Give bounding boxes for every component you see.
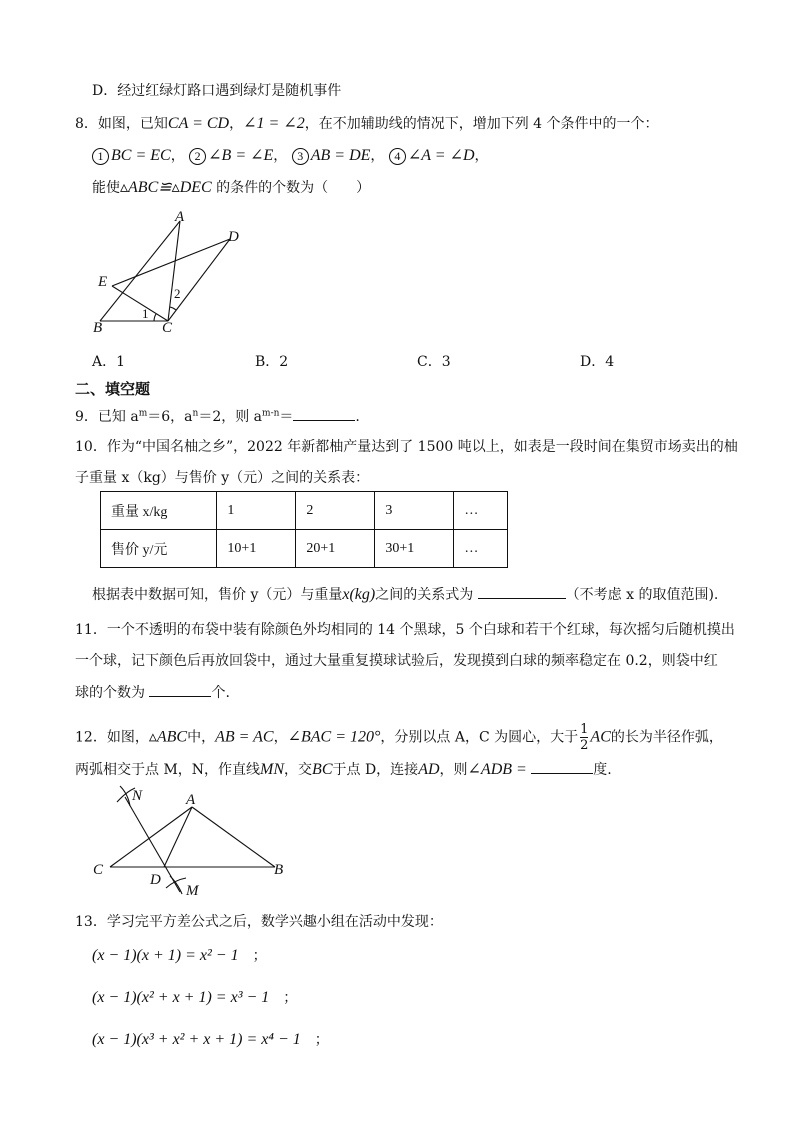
- q12-prefix: 12．如图，: [75, 729, 149, 746]
- q13-eq2-line: [92, 988, 297, 1008]
- q13-semi: ；: [252, 948, 267, 964]
- q8-suffix: ，在不加辅助线的情况下，增加下列 4 个条件中的一个：: [304, 116, 659, 132]
- q12-sep: ，: [273, 729, 288, 746]
- label-n: N: [132, 788, 143, 804]
- q12-eq2: ∠BAC = 120°: [287, 728, 381, 746]
- q10-line1: 10．作为“中国名柚之乡”，2022 年新都柚产量达到了 1500 吨以上，如表是一段时间在集贸市场卖出的柚: [75, 439, 738, 455]
- q10-table: [100, 491, 508, 568]
- q12-figure: [90, 782, 300, 902]
- q11-answer-blank[interactable]: [149, 684, 211, 697]
- q8-opt-sep: ，: [474, 148, 489, 164]
- q9: [75, 408, 360, 427]
- q11-line1: 11．一个不透明的布袋中装有除颜色外均相同的 14 个黑球，5 个白球和若干个红球，每次摇匀后随机摸出: [75, 622, 735, 638]
- q8-opt3-number: 3: [292, 148, 309, 165]
- table-cell: …: [454, 530, 508, 568]
- q12-eq1: AB = AC: [215, 728, 274, 746]
- q8-opt1: BC = EC: [111, 147, 171, 164]
- label-angle-2: 2: [174, 286, 181, 301]
- q13-eq3-line: [92, 1030, 329, 1050]
- q13-eq1: (x − 1)(x + 1) = x² − 1: [92, 947, 239, 964]
- q12-line2-mid: ，交: [284, 762, 313, 778]
- q9-prefix: 9．已知 a: [75, 409, 139, 425]
- label-m: M: [186, 883, 199, 899]
- q8-opt2-number: 2: [189, 148, 206, 165]
- table-cell: 重量 x/kg: [101, 492, 217, 530]
- q10-after: [92, 585, 718, 605]
- table-cell: 20+1: [296, 530, 375, 568]
- q8-opt-sep: ，: [273, 148, 288, 164]
- q12-tri: ▵ABC: [148, 728, 188, 746]
- table-cell: 3: [375, 492, 454, 530]
- q12-ac: AC: [590, 728, 611, 746]
- table-cell: 30+1: [375, 530, 454, 568]
- q11-line3-prefix: 球的个数为: [75, 685, 145, 701]
- q9-end: .: [355, 409, 360, 425]
- label-b: B: [93, 320, 103, 336]
- q10-answer-blank[interactable]: [478, 586, 566, 599]
- line-ca: [110, 807, 192, 867]
- q10-after-math: x(kg): [342, 586, 376, 603]
- q12-mn: MN: [260, 761, 285, 778]
- q12-mid-c: 的长为半径作弧，: [610, 729, 723, 746]
- q12-bc: BC: [312, 761, 333, 778]
- q11-line3: [75, 684, 230, 703]
- q8-prefix: 8．如图，已知: [75, 116, 168, 132]
- q8-figure: [90, 208, 260, 338]
- q9-mid2: ＝2，则 a: [198, 409, 263, 425]
- q13-eq3: (x − 1)(x³ + x² + x + 1) = x⁴ − 1: [92, 1031, 301, 1048]
- q12-answer-blank[interactable]: [531, 761, 593, 774]
- q13-eq2: (x − 1)(x² + x + 1) = x³ − 1: [92, 989, 270, 1006]
- q12-mid-a: 中，: [187, 729, 216, 746]
- q8-opt4: ∠A = ∠D: [407, 147, 475, 164]
- q8-opt-sep: ，: [170, 148, 185, 164]
- q12-ad: AD: [418, 761, 440, 778]
- q10-after-prefix: 根据表中数据可知，售价 y（元）与重量: [92, 587, 343, 603]
- q10-after-suffix: （不考虑 x 的取值范围).: [565, 587, 719, 603]
- table-cell: 10+1: [217, 530, 296, 568]
- section-title: 二、填空题: [75, 380, 151, 398]
- q12-line2-prefix: 两弧相交于点 M，N，作直线: [75, 762, 261, 778]
- line-ad: [164, 807, 192, 867]
- line-ab: [192, 807, 275, 867]
- q9-sup-m: m: [138, 408, 148, 419]
- q9-mid1: ＝6，a: [147, 409, 193, 425]
- q8-opt1-number: 1: [92, 148, 109, 165]
- angle-2-arc: [170, 307, 176, 310]
- q8-cond1: CA = CD: [167, 115, 230, 132]
- q12-fraction: [580, 722, 588, 753]
- q9-sup-n: n: [192, 408, 199, 419]
- q8-opt3: AB = DE: [310, 147, 371, 164]
- table-cell: 1: [217, 492, 296, 530]
- q13-eq1-line: [92, 946, 267, 966]
- q8-choice-c: C．3: [417, 354, 451, 370]
- q8-line1: [75, 114, 659, 134]
- label-c: C: [93, 862, 104, 878]
- q12-line2-mid2: 于点 D，连接: [332, 762, 419, 778]
- table-cell: 2: [296, 492, 375, 530]
- q8-line3-prefix: 能使: [92, 180, 120, 196]
- q11-line2: 一个球，记下颜色后再放回袋中，通过大量重复摸球试验后，发现摸到白球的频率稳定在 0.2，则袋中红: [75, 653, 718, 669]
- q8-choice-b: B．2: [255, 354, 289, 370]
- q8-opt-sep: ，: [370, 148, 385, 164]
- q12-frac-den: 2: [580, 738, 589, 753]
- q8-choice-d: D．4: [580, 354, 615, 370]
- q11-line3-suffix: 个.: [211, 685, 230, 701]
- q12-adb: ∠ADB =: [467, 761, 527, 778]
- line-ab: [100, 221, 180, 321]
- q12-line2: [75, 760, 612, 780]
- q8-options: [92, 146, 489, 166]
- q8-opt2: ∠B = ∠E: [208, 147, 274, 164]
- label-angle-1: 1: [142, 306, 149, 321]
- q8-cond2: ∠1 = ∠2: [243, 115, 305, 132]
- table-cell: …: [454, 492, 508, 530]
- q8-congruence: ▵ABC≌▵DEC: [120, 179, 212, 196]
- label-a: A: [175, 209, 185, 225]
- q9-suffix: ＝: [279, 409, 294, 425]
- label-b: B: [274, 862, 284, 878]
- q13-semi: ；: [283, 990, 298, 1006]
- table-row: [101, 492, 508, 530]
- q7-option-d: D．经过红绿灯路口遇到绿灯是随机事件: [92, 83, 342, 99]
- label-a: A: [186, 792, 196, 808]
- q12-line2-suffix: 度.: [593, 762, 612, 778]
- q8-line3: [92, 178, 370, 198]
- q9-sup-mn: m-n: [262, 408, 280, 419]
- line-ac: [168, 221, 180, 321]
- label-c: C: [162, 320, 173, 336]
- table-cell: 售价 y/元: [101, 530, 217, 568]
- label-d: D: [228, 229, 239, 245]
- q8-line3-suffix: 的条件的个数为（ ）: [216, 180, 371, 196]
- label-e: E: [98, 274, 108, 290]
- table-row: [101, 530, 508, 568]
- q8-choice-a: A．1: [92, 354, 126, 370]
- q10-after-mid: 之间的关系式为: [375, 587, 474, 603]
- q12-line1: [75, 722, 723, 753]
- line-ec: [112, 286, 168, 321]
- q12-line2-mid3: ，则: [439, 762, 468, 778]
- q10-line2: 子重量 x（kg）与售价 y（元）之间的关系表：: [75, 470, 370, 486]
- q8-sep: ，: [229, 116, 244, 132]
- q9-answer-blank[interactable]: [293, 408, 355, 421]
- q13-line1: 13．学习完平方差公式之后，数学兴趣小组在活动中发现：: [75, 914, 443, 930]
- q12-mid-b: ，分别以点 A，C 为圆心，大于: [380, 729, 579, 746]
- q13-semi: ；: [314, 1032, 329, 1048]
- label-d: D: [150, 872, 161, 888]
- q12-frac-num: 1: [580, 722, 589, 737]
- angle-1-arc: [154, 314, 156, 321]
- q8-opt4-number: 4: [389, 148, 406, 165]
